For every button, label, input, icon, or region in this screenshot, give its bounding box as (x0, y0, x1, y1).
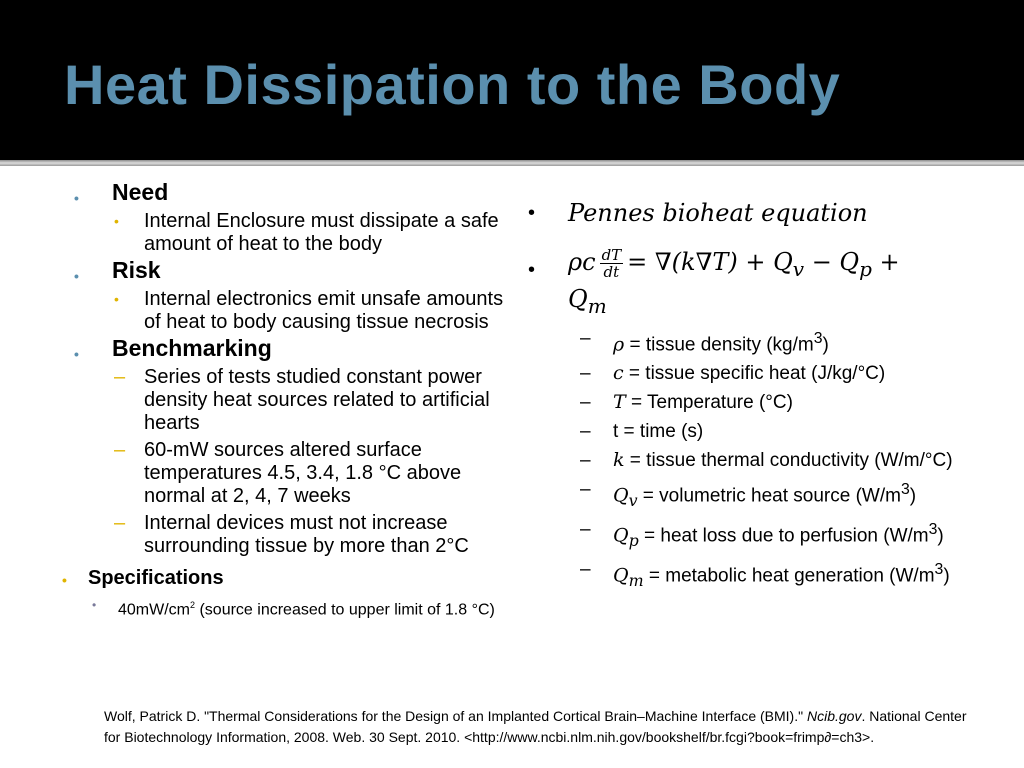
eq-fraction (600, 247, 624, 280)
eq-minus: − Q (804, 248, 860, 276)
def-Qv (528, 478, 998, 512)
def-Qp (528, 518, 998, 552)
def-sub: m (628, 571, 644, 591)
def-symbol: k (613, 448, 625, 471)
spec-rest: (source increased to upper limit of 1.8 °C) (195, 601, 495, 619)
dash-bullet-icon: – (114, 439, 126, 461)
bullet-dot-icon: • (74, 346, 79, 362)
bullet-need (74, 178, 514, 206)
def-symbol: Q (613, 524, 629, 547)
citation-text: Wolf, Patrick D. "Thermal Considerations for the Design of an Implanted Cortical Brain–Machine Interface (BMI)." (104, 708, 807, 724)
left-column (62, 178, 514, 619)
dash-bullet-icon: – (580, 519, 591, 541)
need-heading: Need (112, 179, 169, 205)
slide-title: Heat Dissipation to the Body (64, 53, 841, 116)
equation-name-bullet (528, 198, 998, 229)
benchmark-item (74, 366, 514, 435)
dash-bullet-icon: – (580, 362, 591, 384)
eq-sub-p: p (859, 256, 872, 281)
eq-last: Q (568, 284, 588, 313)
dash-bullet-icon: – (580, 478, 591, 500)
def-text: = tissue density (kg/m (624, 333, 814, 355)
equation-name: Pennes bioheat equation (568, 199, 868, 227)
equation-bullet (528, 247, 998, 321)
spec-value: 40mW/cm (118, 601, 190, 619)
citation-journal: Ncib.gov (806, 708, 862, 724)
def-sup: 3 (813, 329, 823, 347)
bullet-dot-icon: • (114, 213, 119, 229)
dash-bullet-icon: – (580, 420, 591, 442)
def-text: = tissue thermal conductivity (W/m/°C) (624, 449, 953, 471)
def-t (528, 420, 998, 443)
eq-rhs: = ∇(k∇T) + Q (627, 248, 793, 276)
need-item-text: Internal Enclosure must dissipate a safe amount of heat to the body (144, 210, 499, 255)
def-sub: v (628, 491, 638, 511)
dash-bullet-icon: – (114, 512, 126, 534)
eq-frac-num: dT (601, 246, 622, 264)
def-symbol: c (613, 361, 624, 384)
def-rho (528, 327, 998, 356)
def-text: = metabolic heat generation (W/m (643, 565, 935, 587)
eq-plus: + (871, 248, 900, 276)
def-sup: 3 (900, 480, 910, 498)
citation (104, 706, 984, 747)
def-end: ) (909, 485, 917, 507)
def-symbol: T (613, 390, 626, 413)
right-column (528, 198, 998, 592)
def-text: = Temperature (°C) (625, 391, 793, 413)
eq-sub-m: m (587, 293, 607, 318)
dash-bullet-icon: – (114, 366, 126, 388)
dash-bullet-icon: – (580, 391, 591, 413)
def-symbol: Q (613, 564, 629, 587)
def-sup: 3 (928, 521, 938, 539)
benchmark-item-text: 60-mW sources altered surface temperatures 4.5, 3.4, 1.8 °C above normal at 2, 4, 7 weeks (144, 439, 462, 507)
dash-bullet-icon: – (580, 327, 591, 349)
def-text: = tissue specific heat (J/kg/°C) (623, 362, 886, 384)
specifications-item (62, 596, 514, 619)
equation (568, 246, 900, 318)
def-symbol: Q (613, 484, 629, 507)
bullet-dot-icon: • (74, 268, 79, 284)
bullet-dot-icon: • (528, 259, 536, 281)
bullet-dot-icon: • (92, 598, 97, 612)
bullet-dot-icon: • (528, 202, 536, 224)
def-end: ) (822, 333, 829, 355)
citation-text-rest: . National Center for Biotechnology Information, 2008. Web. 30 Sept. 2010. <http://www.ncbi.nlm.nih.gov/bookshelf/br.fcgi?book=frimp∂=ch3>. (104, 708, 967, 745)
bullet-risk (74, 256, 514, 284)
benchmark-item-text: Internal devices must not increase surrounding tissue by more than 2°C (144, 512, 469, 557)
bullet-dot-icon: • (62, 572, 67, 588)
def-Qm (528, 558, 998, 592)
def-T (528, 391, 998, 414)
title-divider (0, 160, 1024, 166)
benchmark-item-text: Series of tests studied constant power density heat sources related to artificial hearts (144, 366, 490, 434)
specifications-heading: Specifications (88, 567, 224, 589)
dash-bullet-icon: – (580, 559, 591, 581)
bullet-dot-icon: • (74, 190, 79, 206)
risk-heading: Risk (112, 257, 161, 283)
bullet-dot-icon: • (114, 291, 119, 307)
eq-frac-den: dt (603, 263, 620, 281)
bullet-specifications (62, 566, 514, 590)
def-end: ) (937, 525, 944, 547)
def-text: t = time (s) (613, 420, 704, 442)
def-end: ) (943, 565, 950, 587)
def-k (528, 449, 998, 472)
def-text: = volumetric heat source (W/m (637, 485, 901, 507)
def-text: = heat loss due to perfusion (W/m (638, 525, 929, 547)
benchmarking-heading: Benchmarking (112, 335, 272, 361)
benchmark-item (74, 439, 514, 508)
risk-item-text: Internal electronics emit unsafe amounts of heat to body causing tissue necrosis (144, 288, 504, 333)
def-c (528, 362, 998, 385)
eq-lhs: ρc (568, 248, 596, 276)
risk-item (74, 288, 514, 334)
def-sup: 3 (934, 561, 944, 579)
spec-sup: 2 (190, 600, 196, 610)
benchmark-item (74, 512, 514, 558)
bullet-benchmarking (74, 334, 514, 362)
dash-bullet-icon: – (580, 449, 591, 471)
def-sub: p (628, 531, 639, 551)
need-item (74, 210, 514, 256)
def-symbol: ρ (613, 332, 625, 355)
eq-sub-v: v (792, 256, 805, 281)
title-bar (0, 0, 1024, 160)
